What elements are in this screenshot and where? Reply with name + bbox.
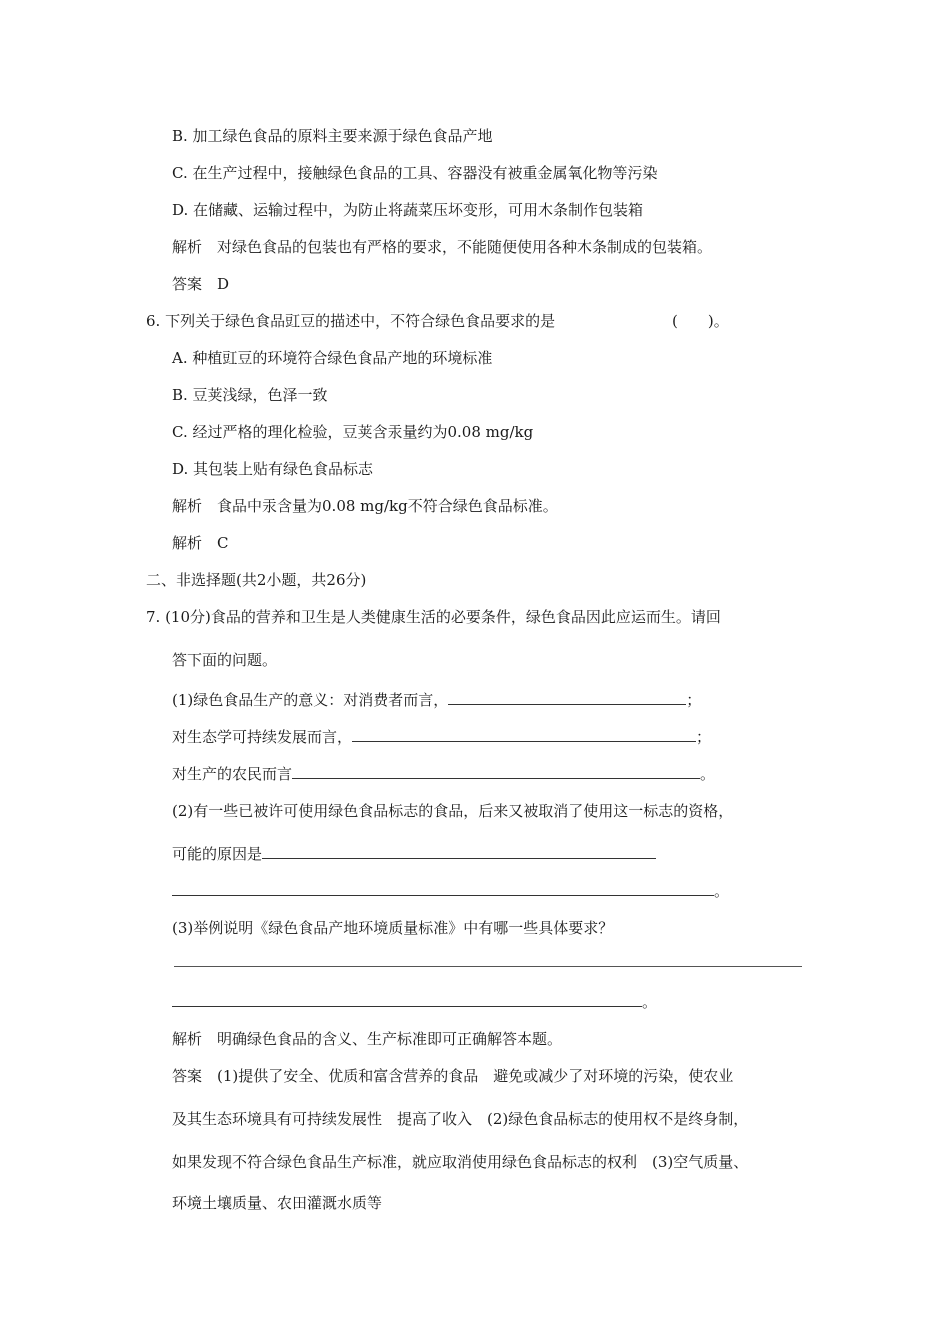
q5-option-c: C. 在生产过程中，接触绿色食品的工具、容器没有被重金属氧化物等污染: [172, 164, 658, 182]
q7-part1-line2: [172, 727, 711, 747]
q5-answer: 答案 D: [172, 275, 230, 293]
q7-part2-line3: [172, 881, 729, 901]
q7-part1-label3: 对生产的农民而言: [172, 765, 293, 783]
q6-option-d: D. 其包装上贴有绿色食品标志: [172, 460, 374, 478]
answer-blank[interactable]: [174, 966, 802, 967]
q7-answer-line3: 如果发现不符合绿色食品生产标准，就应取消使用绿色食品标志的权利 (3)空气质量、: [172, 1153, 749, 1171]
q7-answer-line4: 环境土壤质量、农田灌溉水质等: [172, 1194, 383, 1212]
answer-blank[interactable]: [448, 690, 686, 705]
q7-part1-line3: [172, 764, 715, 784]
answer-blank[interactable]: [292, 764, 700, 779]
section-heading: 二、非选择题(共2小题，共26分): [146, 571, 367, 589]
answer-blank[interactable]: [172, 992, 642, 1007]
q6-analysis: 解析 食品中汞含量为0.08 mg/kg不符合绿色食品标准。: [172, 497, 558, 515]
q6-answer-bracket: ( )。: [672, 312, 729, 330]
q6-option-a: A. 种植豇豆的环境符合绿色食品产地的环境标准: [172, 349, 493, 367]
q7-part2-line2: [172, 844, 656, 864]
period: 。: [700, 765, 716, 783]
period: 。: [714, 882, 730, 900]
q7-part2-label: 可能的原因是: [172, 845, 263, 863]
answer-blank[interactable]: [172, 881, 714, 896]
q6-option-c: C. 经过严格的理化检验，豆荚含汞量约为0.08 mg/kg: [172, 423, 534, 441]
q7-part3: (3)举例说明《绿色食品产地环境质量标准》中有哪一些具体要求？: [172, 919, 614, 937]
q7-part1-label1: (1)绿色食品生产的意义：对消费者而言，: [172, 691, 449, 709]
semicolon: ；: [686, 691, 702, 709]
q7-answer-line2: 及其生态环境具有可持续发展性 提高了收入 (2)绿色食品标志的使用权不是终身制，: [172, 1110, 749, 1128]
semicolon: ；: [696, 728, 712, 746]
q7-part3-line2: [172, 992, 657, 1012]
q7-part1-label2: 对生态学可持续发展而言，: [172, 728, 353, 746]
q5-option-d: D. 在储藏、运输过程中，为防止将蔬菜压坏变形，可用木条制作包装箱: [172, 201, 644, 219]
q7-answer-line1: 答案 (1)提供了安全、优质和富含营养的食品 避免或减少了对环境的污染，使农业: [172, 1067, 734, 1085]
q6-answer: 解析 C: [172, 534, 229, 552]
q7-part2-line1: (2)有一些已被许可使用绿色食品标志的食品，后来又被取消了使用这一标志的资格，: [172, 802, 734, 820]
q7-analysis: 解析 明确绿色食品的含义、生产标准即可正确解答本题。: [172, 1030, 563, 1048]
q5-analysis: 解析 对绿色食品的包装也有严格的要求，不能随便使用各种木条制成的包装箱。: [172, 238, 713, 256]
q7-stem-line2: 答下面的问题。: [172, 651, 278, 669]
answer-blank[interactable]: [352, 727, 696, 742]
q6-stem: 6. 下列关于绿色食品豇豆的描述中，不符合绿色食品要求的是: [146, 312, 556, 330]
q7-part1-line1: [172, 690, 701, 710]
answer-blank[interactable]: [262, 844, 656, 859]
q6-option-b: B. 豆荚浅绿，色泽一致: [172, 386, 328, 404]
period: 。: [642, 993, 658, 1011]
q7-stem-line1: 7. (10分)食品的营养和卫生是人类健康生活的必要条件，绿色食品因此应运而生。请回: [146, 608, 721, 626]
q5-option-b: B. 加工绿色食品的原料主要来源于绿色食品产地: [172, 127, 493, 145]
